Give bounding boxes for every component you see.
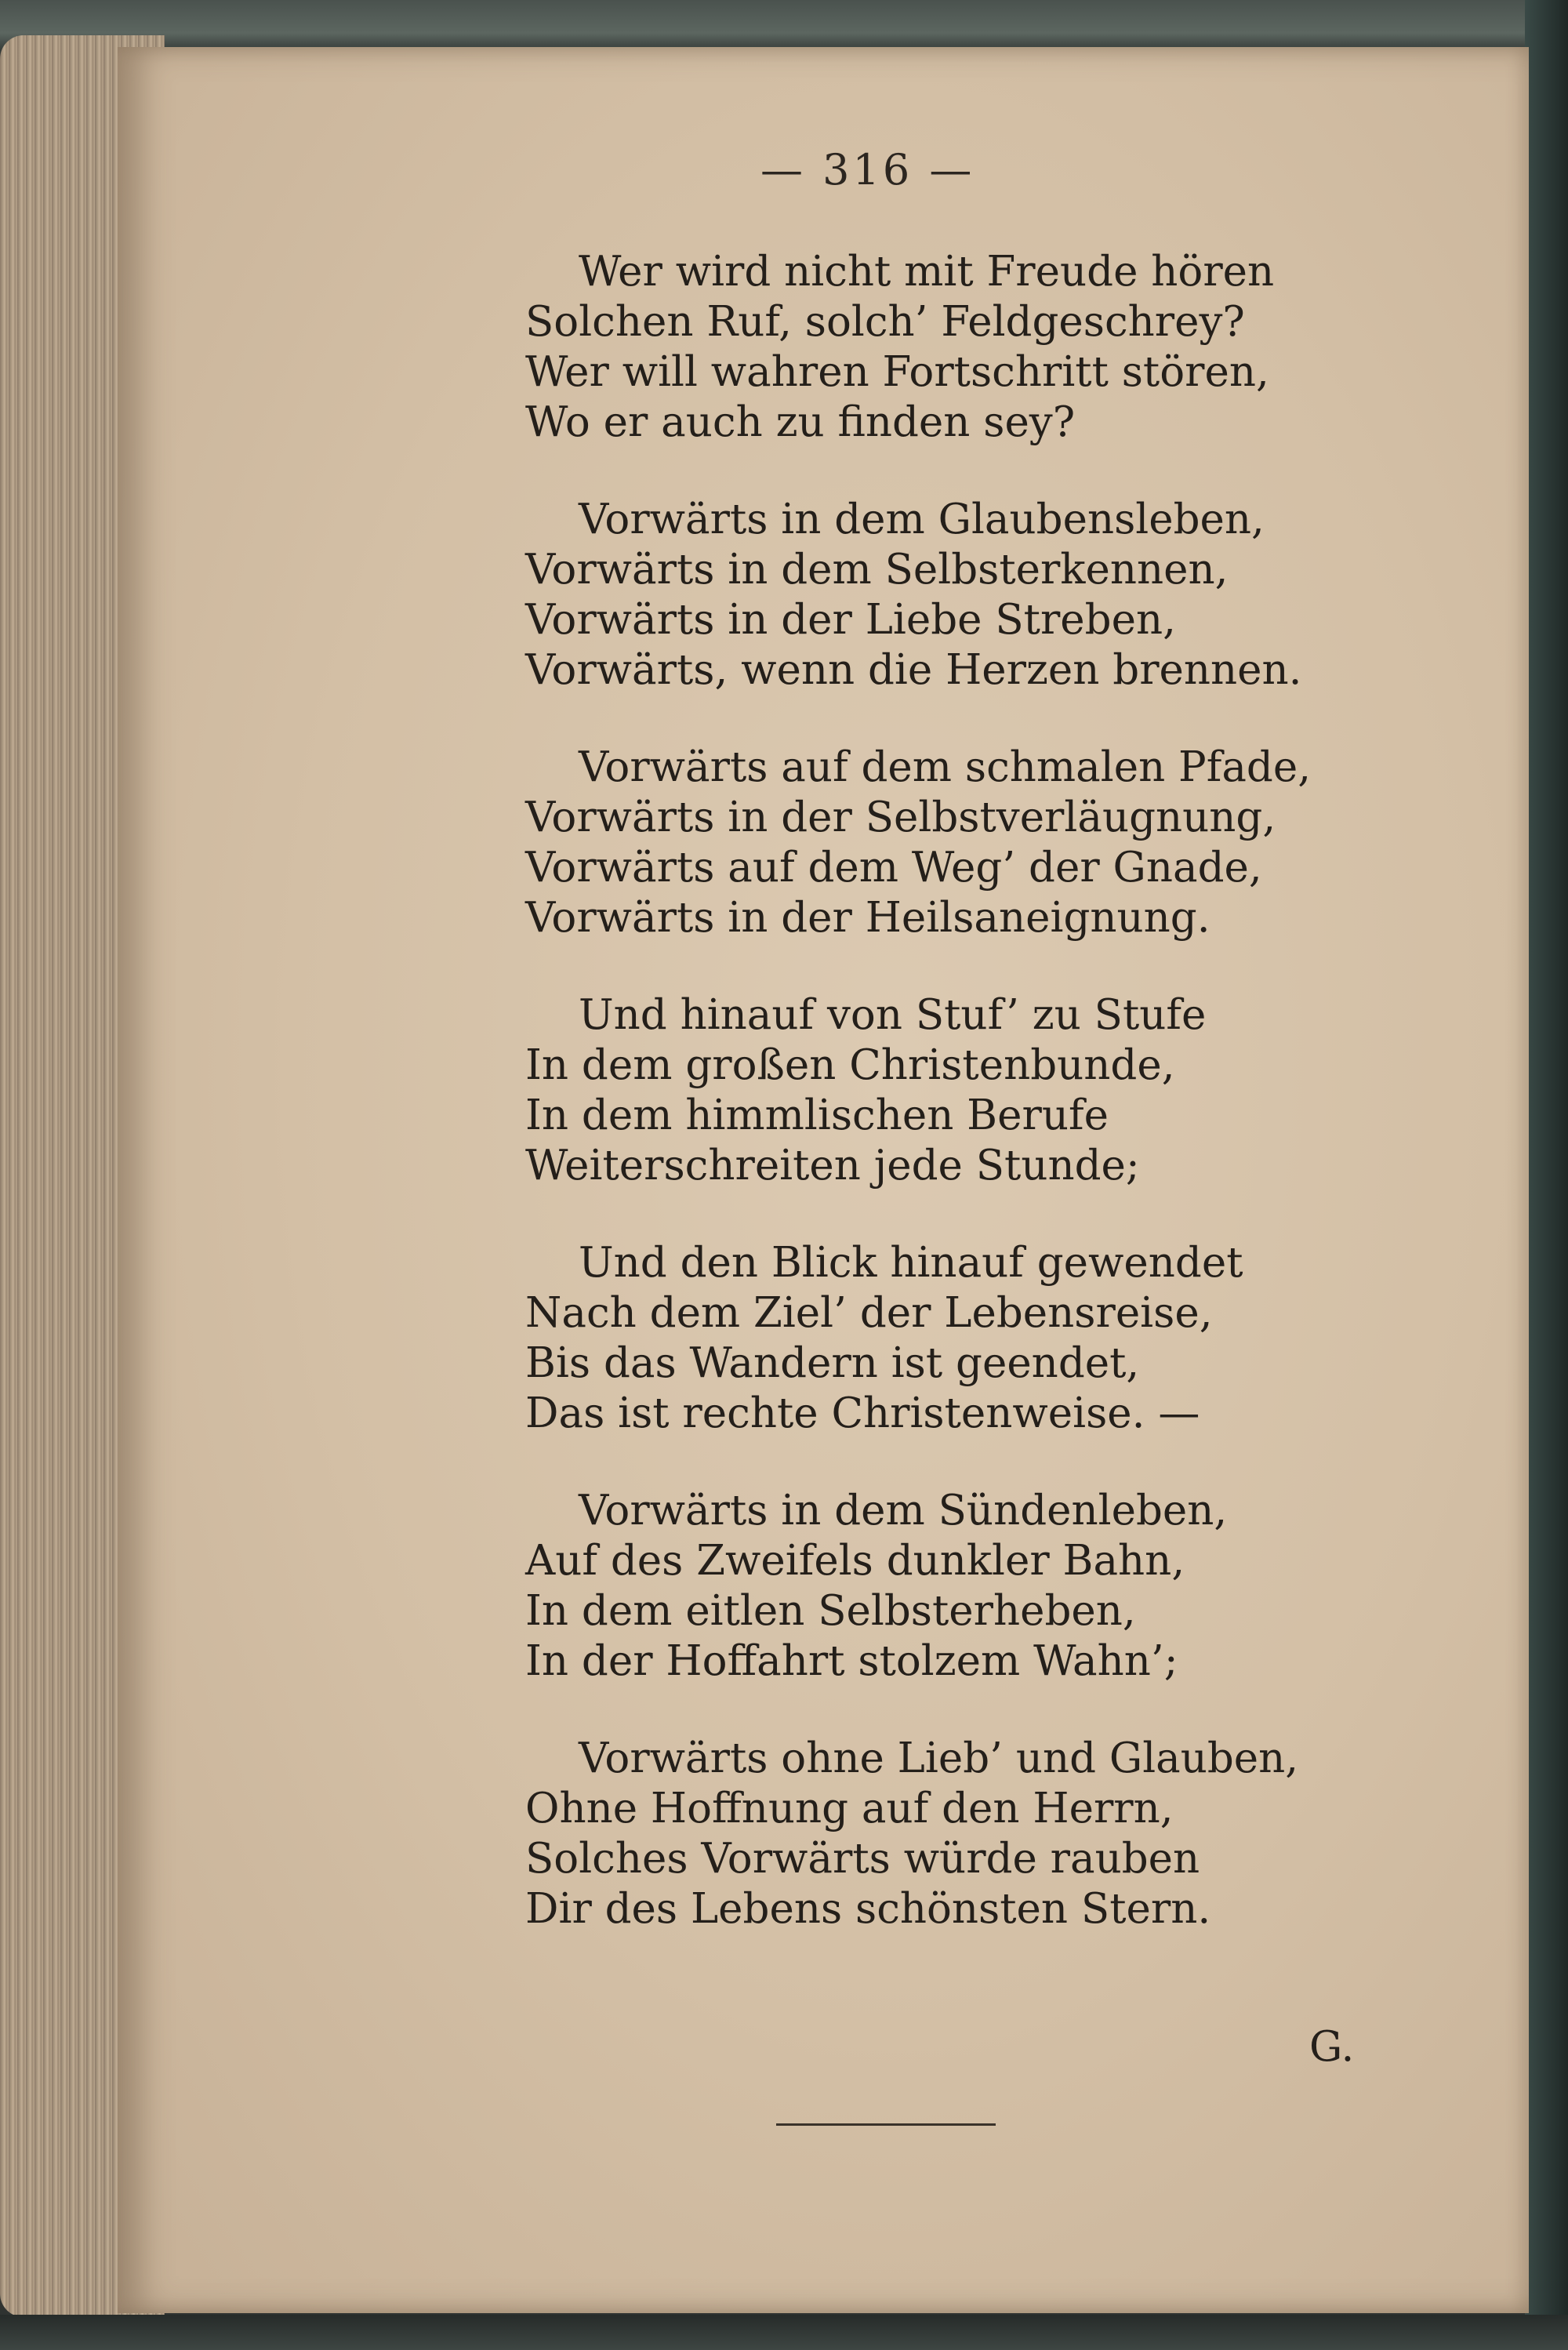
page-number: — 316 — [760,145,975,194]
stanza-1 [525,247,1427,448]
poem-line: Vorwärts in der Heilsaneignung. [525,894,1210,942]
poem-line: Und hinauf von Stuf’ zu Stufe [579,991,1207,1039]
stanza-7 [525,1734,1427,1934]
poem-line: Vorwärts ohne Lieb’ und Glauben, [579,1734,1299,1782]
poem-line: Solches Vorwärts würde rauben [525,1835,1200,1883]
poem-line: Vorwärts in dem Sündenleben, [579,1487,1228,1535]
poem-line: Bis das Wandern ist geendet, [525,1339,1140,1387]
end-rule-divider [776,2123,996,2126]
stanza-4 [525,990,1427,1191]
poem-line: Vorwärts, wenn die Herzen brennen. [525,646,1302,694]
poem-line: Wo er auch zu finden sey? [525,398,1076,446]
poem-line: Nach dem Ziel’ der Lebensreise, [525,1289,1213,1337]
poem-line: In dem eitlen Selbsterheben, [525,1587,1136,1635]
poem-line: Vorwärts in dem Selbsterkennen, [525,546,1229,594]
poem-line: Wer wird nicht mit Freude hören [579,248,1275,296]
poem-line: Das ist rechte Christenweise. — [525,1389,1200,1437]
poem-line: Vorwärts auf dem Weg’ der Gnade, [525,844,1262,892]
poem-line: Dir des Lebens schönsten Stern. [525,1885,1211,1933]
poem-line: Und den Blick hinauf gewendet [579,1239,1243,1287]
poem-line: Vorwärts in der Liebe Streben, [525,596,1176,644]
author-signature: G. [1309,2023,1355,2071]
poem-line: Weiterschreiten jede Stunde; [525,1142,1140,1190]
poem-line: In dem großen Christenbunde, [525,1041,1175,1089]
poem-line: In der Hoffahrt stolzem Wahn’; [525,1637,1178,1685]
stanza-2 [525,495,1427,696]
poem-line: Vorwärts in der Selbstverläugnung, [525,794,1276,841]
poem-line: Vorwärts auf dem schmalen Pfade, [579,743,1312,791]
stanza-5 [525,1238,1427,1439]
poem-line: Auf des Zweifels dunkler Bahn, [525,1537,1185,1585]
poem-line: Wer will wahren Fortschritt stören, [525,348,1269,396]
poem-line: Vorwärts in dem Glaubensleben, [579,496,1265,543]
book-cover-right [1525,0,1568,2350]
poem-line: In dem himmlischen Berufe [525,1091,1109,1139]
stanza-6 [525,1486,1427,1687]
stanza-3 [525,743,1427,943]
poem-line: Ohne Hoffnung auf den Herrn, [525,1785,1174,1832]
book-cover-bottom [0,2315,1568,2350]
poem-line: Solchen Ruf, solch’ Feldgeschrey? [525,298,1245,346]
poem [525,247,1427,1981]
